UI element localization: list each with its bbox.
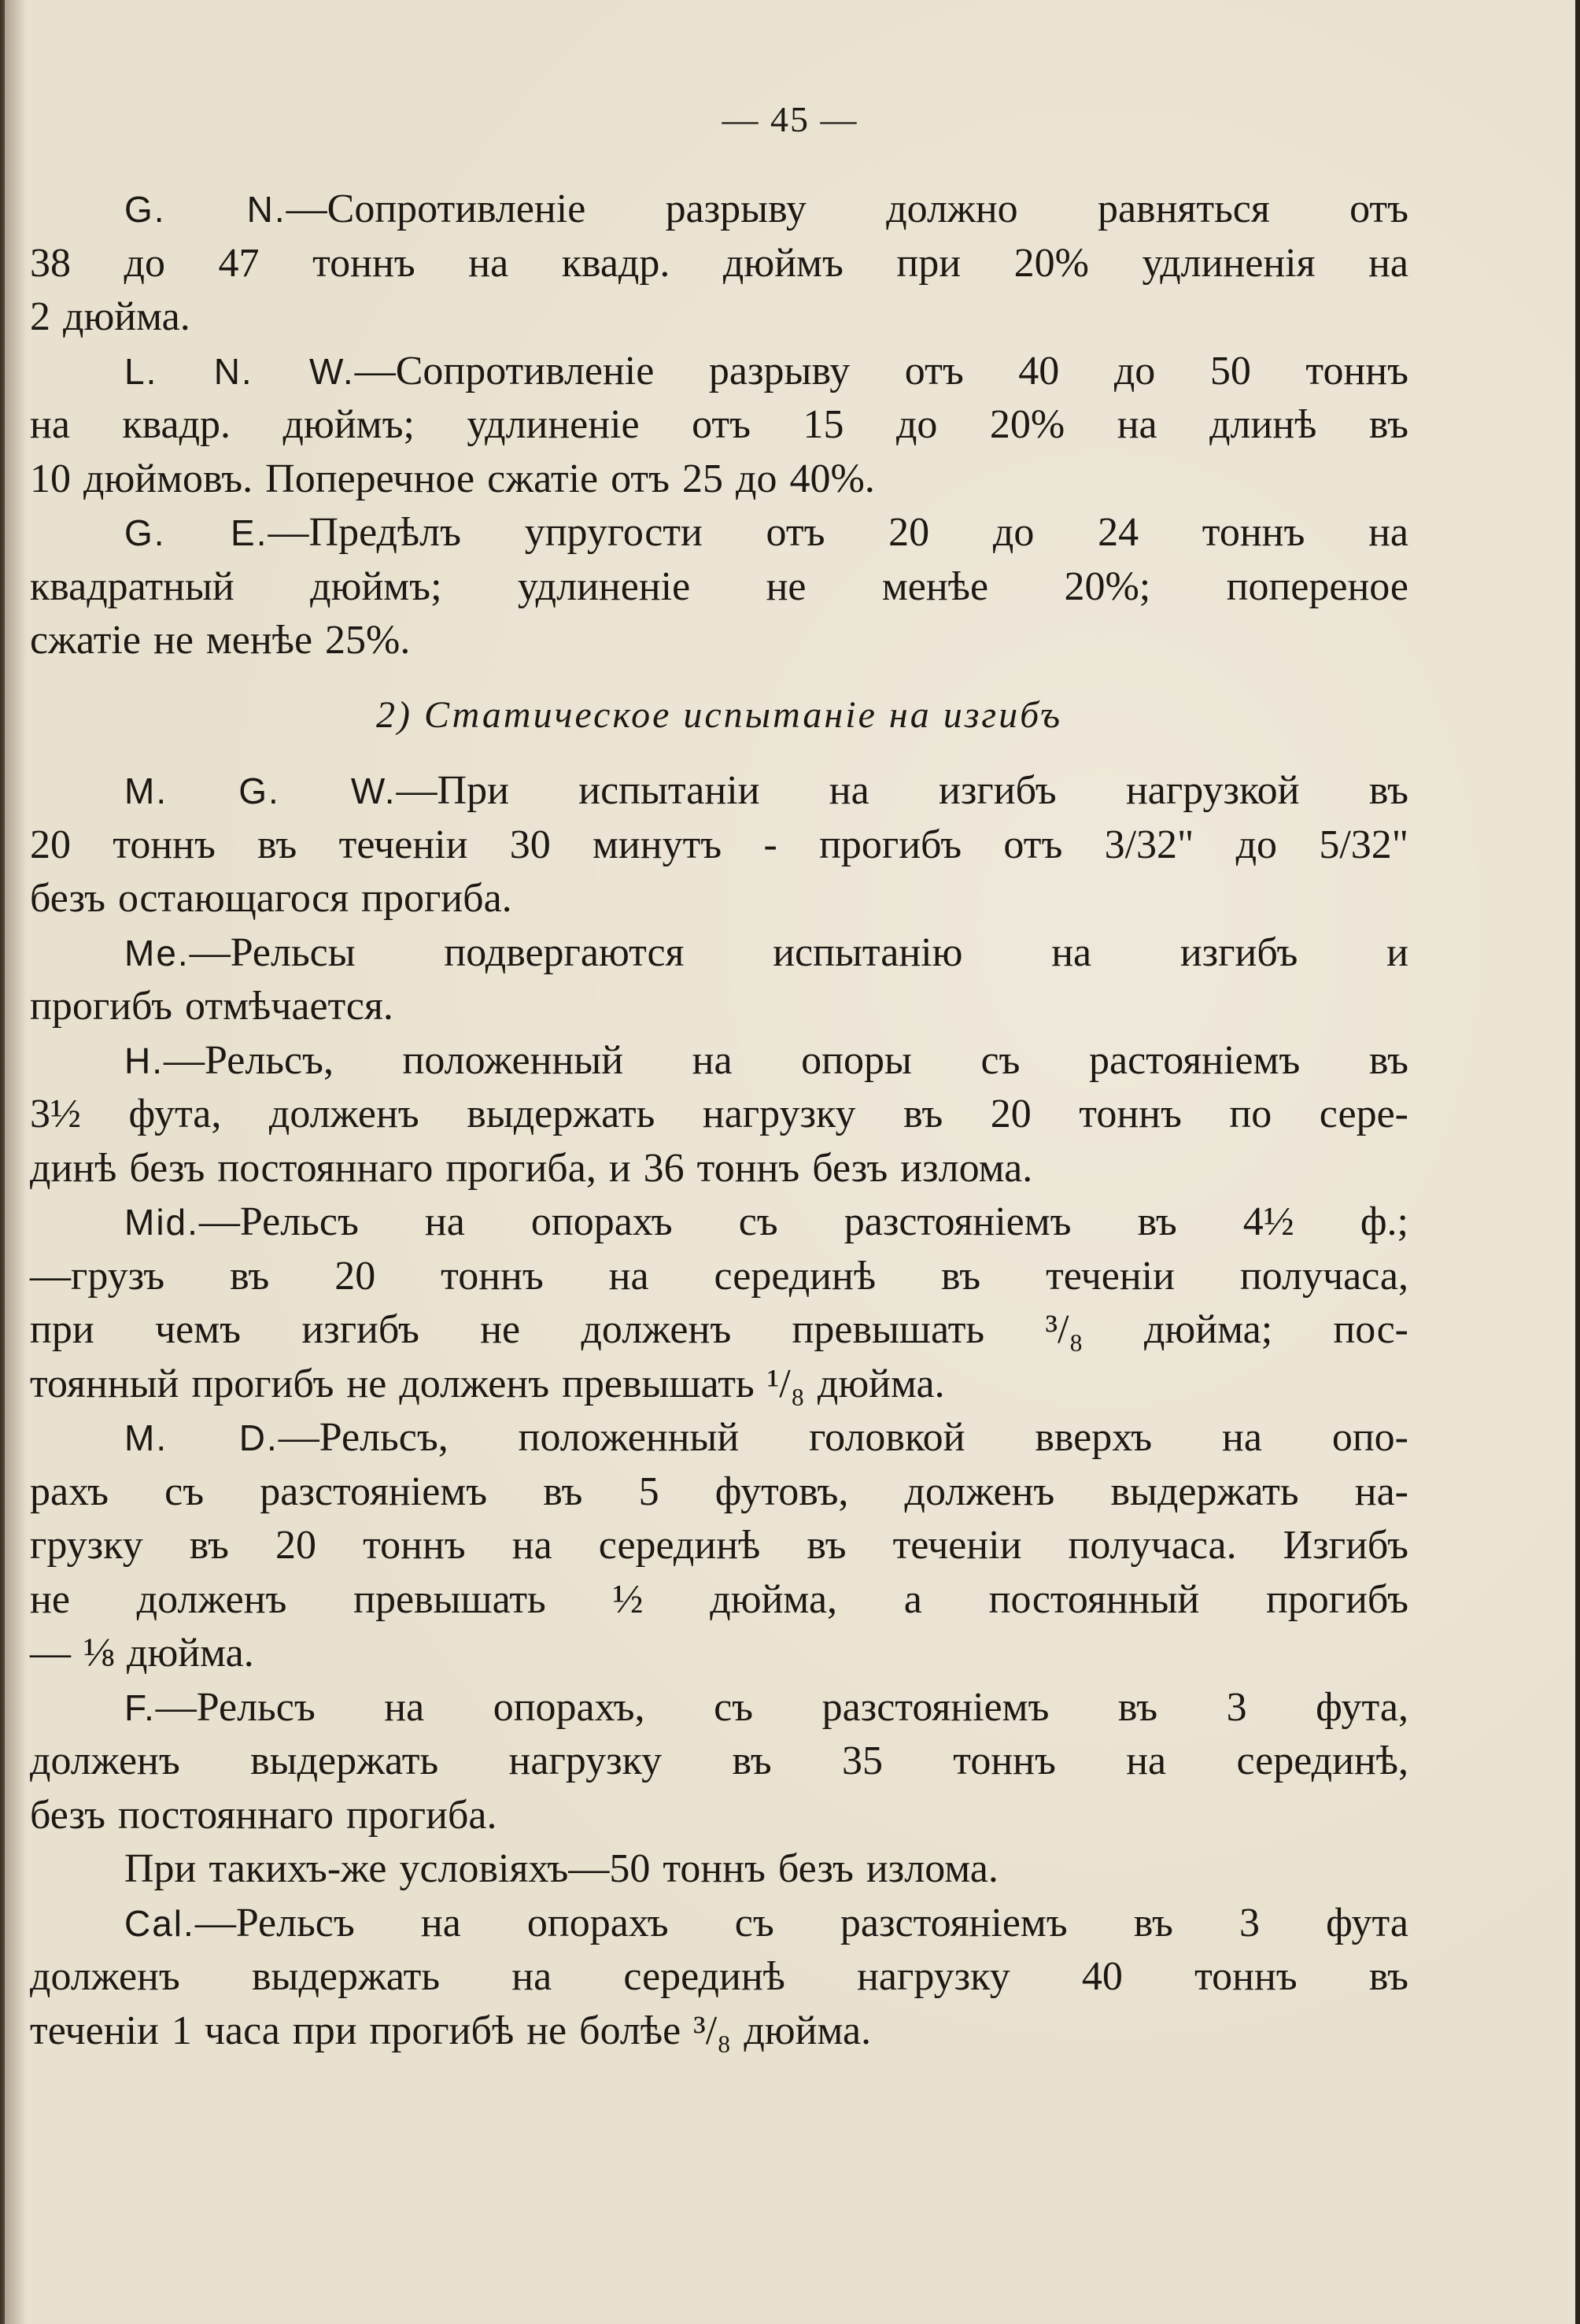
line-text: рахъ съ разстояніемъ въ 5 футовъ, долженъ выдержать на- [30,1469,1408,1514]
source-abbreviation: H. [124,1040,164,1081]
paragraph [30,1842,1408,1897]
line-text: —Рельсы подвергаются испытанію на изгибъ и [189,929,1408,975]
line-text: —Рельсъ на опорахъ съ разстояніемъ въ 3 фута [194,1900,1408,1945]
text-line [30,1519,1408,1573]
source-abbreviation: Cal. [124,1902,195,1944]
line-text: безъ остающагося прогиба. [30,876,512,921]
text-line [30,2004,1408,2059]
text-line [30,1789,1408,1843]
line-text: —Рельсъ, положенный головкой вверхъ на опо- [278,1415,1408,1460]
text-line [30,1088,1408,1142]
line-text: —При испытаніи на изгибъ нагрузкой въ [396,768,1408,813]
line-text: на квадр. дюймъ; удлиненіе отъ 15 до 20% на длинѣ въ [30,402,1408,447]
text-line [30,345,1408,399]
text-line [30,1303,1408,1358]
source-abbreviation: L. N. W. [124,350,355,392]
text-line [30,1735,1408,1789]
paragraph [30,183,1408,345]
text-line [30,290,1408,345]
text-line [30,1681,1408,1735]
section-heading: 2) Статическое испытаніе на изгибъ [375,693,1063,736]
text-line [30,614,1408,668]
paragraph [30,1897,1408,2059]
line-text: теченіи 1 часа при прогибѣ не болѣе ³/₈ дюйма. [30,2008,872,2053]
line-text: 38 до 47 тоннъ на квадр. дюймъ при 20% удлиненія на [30,240,1408,286]
text-line [30,1573,1408,1628]
line-text: квадратный дюймъ; удлиненіе не менѣе 20%; попереное [30,563,1408,609]
line-text: прогибъ отмѣчается. [30,984,393,1029]
line-text: 2 дюйма. [30,294,190,339]
line-text: — ⅛ дюйма. [30,1631,254,1676]
line-text: безъ постояннаго прогиба. [30,1792,497,1838]
line-text: —Рельсъ на опорахъ съ разстояніемъ въ 4½ ф.; [198,1199,1408,1244]
line-text: при чемъ изгибъ не долженъ превышать ³/₈ дюйма; пос- [30,1307,1408,1352]
line-text: долженъ выдержать нагрузку въ 35 тоннъ на серединѣ, [30,1738,1408,1783]
line-text: —Сопротивленіе разрыву отъ 40 до 50 тоннъ [354,348,1408,393]
line-text: грузку въ 20 тоннъ на серединѣ въ теченіи получаса. Изгибъ [30,1523,1408,1568]
text-line [30,764,1408,818]
text-line [30,560,1408,615]
line-text: динѣ безъ постояннаго прогиба, и 36 тоннъ безъ излома. [30,1145,1033,1191]
line-text: —грузъ въ 20 тоннъ на серединѣ въ теченіи получаса, [30,1253,1408,1299]
source-abbreviation: Me. [124,932,190,974]
line-text: —Предѣлъ упругости отъ 20 до 24 тоннъ на [268,510,1408,555]
book-page [5,0,1575,2324]
line-text: не долженъ превышать ½ дюйма, а постоянный прогибъ [30,1576,1408,1622]
text-line [30,872,1408,926]
text-line [30,1897,1408,1951]
text-line [30,398,1408,453]
tensile-test-paragraphs [30,183,1408,668]
text-line [30,1195,1408,1250]
line-text: —Рельсъ на опорахъ, съ разстояніемъ въ 3 фута, [155,1684,1408,1730]
source-abbreviation: G. E. [124,512,268,553]
text-line [30,506,1408,560]
paragraph [30,926,1408,1034]
line-text: сжатіе не менѣе 25%. [30,618,411,663]
text-line [30,453,1408,507]
bending-test-paragraphs [30,764,1408,2058]
paragraph [30,1034,1408,1196]
text-line [30,1627,1408,1681]
paragraph [30,764,1408,926]
page-number: — 45 — [722,99,858,139]
line-text: —Сопротивленіе разрыву должно равняться отъ [286,187,1409,231]
text-line [30,1142,1408,1196]
source-abbreviation: F. [124,1687,156,1728]
line-text: 3½ фута, долженъ выдержать нагрузку въ 20 тоннъ по сере- [30,1092,1408,1136]
line-text: долженъ выдержать на серединѣ нагрузку 40 тоннъ въ [30,1954,1408,1999]
text-line [30,1465,1408,1520]
text-line [30,926,1408,981]
text-line [30,980,1408,1034]
page-text-body [30,183,1408,2058]
paragraph [30,345,1408,507]
paragraph [30,1195,1408,1411]
text-line [30,237,1408,291]
paragraph [30,506,1408,668]
source-abbreviation: M. D. [124,1417,279,1458]
text-line [30,1411,1408,1465]
text-line [30,818,1408,873]
line-text: —Рельсъ, положенный на опоры съ растояніемъ въ [164,1037,1408,1083]
line-text: 10 дюймовъ. Поперечное сжатіе отъ 25 до 40%. [30,456,875,501]
source-abbreviation: M. G. W. [124,770,397,811]
line-text: тоянный прогибъ не долженъ превышать ¹/₈ дюйма. [30,1361,945,1406]
paragraph [30,1411,1408,1681]
text-line [30,1842,1408,1897]
text-line [30,183,1408,237]
text-line [30,1950,1408,2004]
paragraph [30,1681,1408,1843]
source-abbreviation: Mid. [124,1202,199,1243]
line-text: 20 тоннъ въ теченіи 30 минутъ - прогибъ отъ 3/32" до 5/32" [30,822,1408,867]
line-text: При такихъ-же условіяхъ—50 тоннъ безъ излома. [124,1846,999,1891]
source-abbreviation: G. N. [124,189,286,230]
text-line [30,1358,1408,1412]
text-line [30,1250,1408,1304]
text-line [30,1034,1408,1088]
